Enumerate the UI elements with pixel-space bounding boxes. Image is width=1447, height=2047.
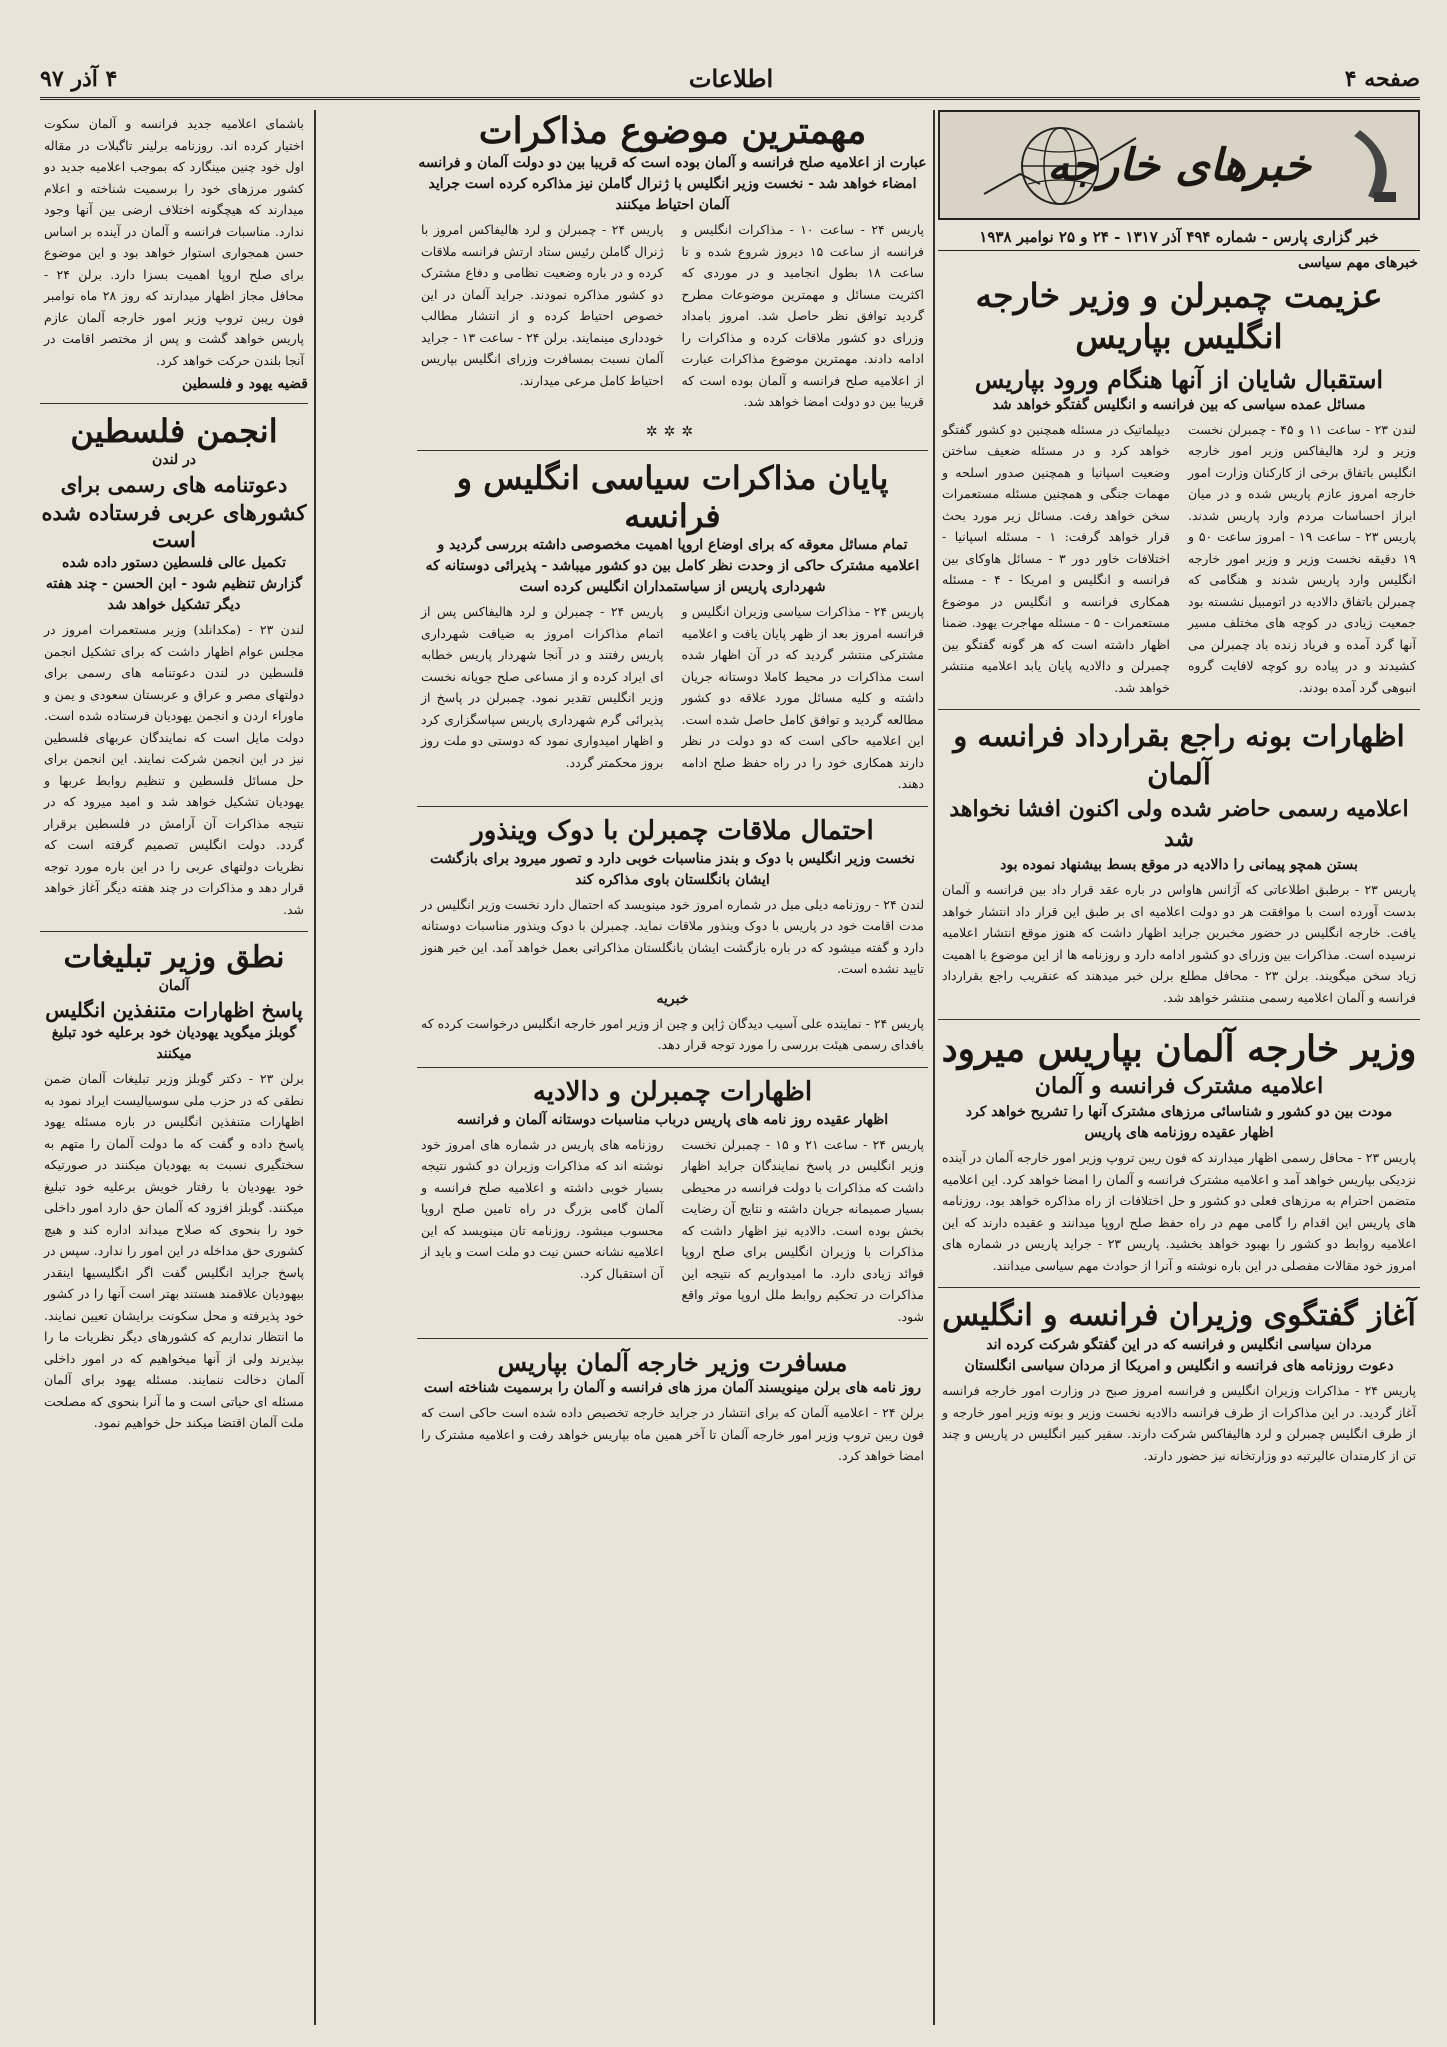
headline: اظهارات بونه راجع بقرارداد فرانسه و آلمان	[953, 719, 1405, 791]
agency-line: خبر گزاری پارس - شماره ۴۹۴ آذر ۱۳۱۷ - ۲۴ و ۲۵ نوامبر ۱۹۳۸	[938, 220, 1420, 251]
deck: روز نامه های برلن مینویسند آلمان مرز های فرانسه و آلمان را برسمیت شناخته است	[423, 1380, 922, 1397]
story-body: پاریس ۲۴ - مذاکرات وزیران انگلیس و فرانسه امروز صبح در وزارت امور خارجه فرانسه آغاز گردید. در این مذاکرات از طرف فرانسه دالادیه نخست وزیر و بونه وزیر امور خارجه و از طرف انگلیس چمبرلن و لرد هالیفاکس شرکت دارند. سفیر کبیر انگلیس در پاریس و چند تن از کارمندان عالیرتبه دو وزارتخانه نیز حضور دارند.	[942, 1383, 1416, 1463]
masthead-title: خبرهای خارجه	[1047, 139, 1311, 191]
deck: مودت بین دو کشور و شناسائی مرزهای مشترک آنها را تشریح خواهد کرد	[965, 1104, 1393, 1121]
body-column: روزنامه های پاریس در شماره های امروز خود نوشته اند که مذاکرات وزیران دو کشور نتیجه بسیار خوبی داشته و اعلامیه صلح فرانسه و آلمان گامی بزرگ در راه تامین صلح اروپا محسوب میشود. روزنامه تان مینویسد که این اعلامیه نشانه حسن نیت دو ملت است و باید از آن استقبال کرد.	[421, 1136, 664, 1281]
deck: تکمیل عالی فلسطین دستور داده شده گزارش تنظیم شود - ابن الحسن - چند هفته دیگر تشکیل خواهد شد	[45, 555, 303, 614]
deck: دعوت روزنامه های فرانسه و انگلیس و امریکا از مردان سیاسی انگلستان	[964, 1358, 1394, 1375]
headline: اظهارات چمبرلن و دالادیه	[532, 1076, 813, 1107]
story-chamberlain	[938, 275, 1420, 701]
divider	[938, 1287, 1420, 1288]
column-middle	[417, 110, 928, 1476]
story-germany-statement	[938, 718, 1420, 1011]
story-body: لندن ۲۳ - (مکدانلد) وزیر مستعمرات امروز در مجلس عوام اظهار داشت که برای تشکیل انجمن فلسطین در لندن دعوتنامه های رسمی برای دولتهای مصر و عراق و عربستان سعودی و یمن و ماوراء اردن و انجمن یهودیان فرستاده شده است. دولت مایل است که نمایندگان عربهای فلسطین نیز در این انجمن شرکت نمایند. این انجمن برای حل مسائل فلسطین و تنظیم روابط عربها و یهودیان تشکیل خواهد شد و امید میرود که در نتیجه مذاکرات آن آرامش در فلسطین برقرار گردد. دولت انگلیس تصمیم گرفته است که نظریات دولتهای عربی را در این باره مورد توجه قرار دهد و مذاکرات در چند هفته دیگر آغاز خواهد شد.	[44, 622, 305, 917]
subhead: اعلامیه مشترک فرانسه و آلمان	[1034, 1073, 1324, 1100]
story-short	[417, 989, 928, 1059]
headline: پایان مذاکرات سیاسی انگلیس و فرانسه	[456, 458, 889, 536]
story-windsor	[417, 815, 928, 983]
ornament: ✲✲✲	[645, 423, 700, 440]
story-body	[417, 1131, 928, 1331]
body-column: پاریس ۲۴ - ساعت ۱۰ - مذاکرات انگلیس و فرانسه از ساعت ۱۵ دیروز شروع شده و تا ساعت ۱۸ بطول انجامید و در موردی که اکثریت مسائل و مهمترین موضوعات مطرح گردید توافق نظر حاصل شد. امروز بامداد وزرای دو کشور ملاقات کرده و مذاکرات را ادامه دادند. مهمترین موضوع مذاکرات عبارت از اعلامیه صلح فرانسه و آلمان بوده است که قریبا بین دو دولت امضا خواهد شد.	[681, 222, 925, 410]
headline: آغاز گفتگوی وزیران فرانسه و انگلیس	[942, 1298, 1416, 1334]
deck: عبارت از اعلامیه صلح فرانسه و آلمان بوده است که قریبا بین دو دولت آلمان و فرانسه امضاء خواهد شد - نخست وزیر انگلیس با ژنرال گاملن نیز مذاکره کرده است جراید آلمان احتیاط میکنند	[418, 155, 927, 214]
running-head	[40, 60, 1420, 100]
story-body: برلن ۲۴ - اعلامیه آلمان که برای انتشار در جراید خارجه تخصیص داده شده است حاکی است که فون ریبن تروپ وزیر امور خارجه آلمان تا آخر همین ماه بپاریس خواهد رفت و اعلامیه مشترک را امضا خواهد کرد.	[421, 1405, 924, 1464]
story-travel	[417, 1347, 928, 1470]
story-body: پاریس ۲۴ - نماینده علی آسیب دیدگان ژاپن و چین از وزیر امور خارجه انگلیس درخواست کرده که بافدای رسمی هیئت بررسی را مورد توجه قرار دهد.	[421, 1015, 925, 1053]
deck: نخست وزیر انگلیس با دوک و بندز مناسبات خوبی دارد و تصور میرود برای بازگشت ایشان بانگلستان باوی مذاکره کند	[430, 850, 915, 888]
divider	[40, 931, 308, 932]
headline-secondary: پاسخ اظهارات متنفذین انگلیس	[45, 998, 303, 1023]
story-body	[417, 598, 928, 798]
body-column: پاریس ۲۴ - مذاکرات سیاسی وزیران انگلیس و فرانسه امروز بعد از ظهر پایان یافت و اعلامیه مشترکی منتشر گردید که در آن اظهار شده است مذاکرات در محیط کاملا دوستانه جریان داشته و کلیه مسائل مورد علاقه دو کشور مطالعه گردید و توافق کامل حاصل شده است. این اعلامیه حاکی است که دو دولت در نظر دارند همکاری خود را در راه حفظ صلح ادامه دهند.	[681, 604, 924, 792]
story-minister-paris	[938, 1028, 1420, 1279]
headline: عزیمت چمبرلن و وزیر خارجه انگلیس بپاریس	[975, 276, 1383, 357]
subhead: اعلامیه رسمی حاضر شده ولی اکنون افشا نخواهد شد	[949, 795, 1409, 853]
headline: مسافرت وزیر خارجه آلمان بپاریس	[497, 1348, 848, 1378]
deck: مسائل عمده سیاسی که بین فرانسه و انگلیس گفتگو خواهد شد	[992, 396, 1366, 413]
subhead: استقبال شایان از آنها هنگام ورود بپاریس	[974, 364, 1384, 394]
column-rule	[314, 110, 316, 2025]
section-kicker: خبرهای مهم سیاسی	[1298, 255, 1418, 271]
subhead: مردان سیاسی انگلیس و فرانسه که در این گفتگو شرکت کرده اند	[986, 1337, 1372, 1354]
divider	[938, 709, 1420, 710]
divider	[417, 450, 928, 451]
divider	[938, 1019, 1420, 1020]
story-body: برلن ۲۳ - دکتر گوبلز وزیر تبلیغات آلمان ضمن نطقی که در حزب ملی سوسیالیست ایراد نمود به اظهارات متنفذین انگلیس در باره مسئله یهود پاسخ داده و گفت که ما دولت آلمان را متهم به سختگیری نسبت به یهودیان میکنند در صورتیکه خود یهودیان با رفتار خویش برعلیه خود تبلیغ میکنند. گوبلز افزود که آلمان حق دارد امور داخلی خود را بنحوی که صلاح میداند اداره کند و هیچ کشوری حق مداخله در این امور را ندارد. سپس در پاسخ جراید انگلیس گفت اگر انگلیسیها اینقدر بیهودیان علاقمند هستند بهتر است آنها را در کشور خود پذیرفته و محل سکونت برایشان تعیین نمایند. ما انتظار نداریم که کشورهای دیگر نظریات ما را بپذیرند ولی از آنها میخواهیم که در امور داخلی آلمان دخالت ننمایند. مسئله یهود برای آلمان مسئله ای حیاتی است و ما آنرا بنحوی که مصلحت ملت آلمان اقتضا میکند حل خواهیم نمود.	[44, 1071, 304, 1431]
headline: انجمن فلسطین	[70, 412, 278, 450]
lead-tag: قضیه یهود و فلسطین	[182, 376, 308, 392]
deck: گوبلز میگوید یهودیان خود برعلیه خود تبلیغ میکنند	[51, 1025, 297, 1063]
deck-secondary: اظهار عقیده روزنامه های پاریس	[1084, 1125, 1274, 1142]
foreign-news-masthead	[938, 110, 1420, 220]
story-body: لندن ۲۴ - روزنامه دیلی میل در شماره امروز خود مینویسد که احتمال دارد نخست وزیر انگلیس در مدت اقامت خود در پاریس با دوک وینذور ملاقات نماید. چمبرلن با دوک وینذور مناسبات دوستانه دارد و گفته میشود که در باره بازگشت ایشان بانگلستان مذاکراتی بعمل خواهد آمد. این خبر هنوز تایید نشده است.	[421, 896, 924, 977]
headline: نطق وزیر تبلیغات	[63, 940, 285, 976]
issue-date: ۴ آذر ۹۷	[40, 65, 118, 92]
body-column: پاریس ۲۴ - چمبرلن و لرد هالیفاکس پس از اتمام مذاکرات امروز به ضیافت شهرداری پاریس رفتند و در آنجا شهردار پاریس خطابه ای ایراد کرده و از مساعی صلح جویانه نخست وزیر انگلیس تقدیر نمود. چمبرلن در پاسخ از پذیرائی گرم شهرداری پاریس سپاسگزاری کرد و اظهار امیدواری نمود که دوستی دو ملت روز بروز محکمتر گردد.	[421, 604, 664, 770]
story-body: پاریس ۲۳ - برطبق اطلاعاتی که آژانس هاواس در باره عقد قرار داد بین فرانسه و آلمان بدست آورده است با موافقت هر دو دولت اعلامیه ای بر طبق این قرار داد انتشار خواهد یافت. خارجه انگلیس در حضور مخبرین جراید اظهار داشت که هنوز موقع انتشار اعلامیه نرسیده است. مذاکرات بین وزرای دو کشور ادامه دارد و روزنامه ها از این موضوع با اهمیت زیاد سخن میگویند. برلن ۲۳ - محافل مطلع برلن خبر میدهند که عنقریب راجع بقرارداد فرانسه و آلمان اعلامیه رسمی منتشر خواهد شد.	[942, 882, 1416, 1005]
subhead: آلمان	[158, 978, 190, 995]
deck: تمام مسائل معوقه که برای اوضاع اروپا اهمیت مخصوصی داشته بررسی گردید و اعلامیه مشترک حاکی از وحدت نظر کامل بین دو کشور میباشد - پذیرائی دوستانه که شهرداری پاریس از سیاستمداران انگلیس کرده است	[425, 537, 920, 596]
story-palestine	[40, 110, 308, 923]
story-end-talks	[417, 459, 928, 798]
deck: اظهار عقیده روز نامه های پاریس درباب مناسبات دوستانه آلمان و فرانسه	[456, 1111, 889, 1128]
body-column: پاریس ۲۴ - چمبرلن و لرد هالیفاکس امروز با ژنرال گاملن رئیس ستاد ارتش فرانسه ملاقات کرده و در باره وضعیت نظامی و دفاع مشترک دو کشور مذاکره نمودند. جراید آلمان در این خصوص احتیاط کرده و از انتشار مطالب خودداری مینمایند. برلن ۲۴ - ساعت ۱۳ - جراید آلمان نسبت بمسافرت وزرای انگلیس بپاریس احتیاط کامل مرعی میدارند.	[421, 222, 664, 388]
page-number: صفحه ۴	[1344, 65, 1420, 92]
story-body	[417, 216, 928, 416]
kicker: خبریه	[656, 990, 689, 1007]
headline: وزیر خارجه آلمان بپاریس میرود	[941, 1028, 1417, 1071]
globe-icon	[980, 124, 1140, 208]
body-column: دیپلماتیک در مسئله همچنین دو کشور گفتگو خواهد کرد و در مسئله ضعیف ساختن وضعیت اسپانیا و همچنین صدور اسلحه و مهمات جنگی و همچنین مسئله مستعمرات سخن خواهد رفت. مسائل زیر مورد بحث قرار خواهد گرفت: ۱ - مسئله اسپانیا - اختلافات خاور دور ۳ - مسائل هاوکای بین فرانسه و انگلیس و امریکا - ۴ - مسئله همکاری فرانسه و انگلیس در موضوع مستعمرات - ۵ - مسئله مهاجرت یهود. ضمنا اظهار داشته است که هر گونه گفتگو بین چمبرلن و دالادیه پایان یابد اعلامیه منتشر خواهد شد.	[942, 421, 1171, 695]
deck: بستن همچو پیمانی را دالادیه در موقع بسط بیشنهاد نموده بود	[1000, 857, 1358, 874]
headline: احتمال ملاقات چمبرلن با دوک وینذور	[471, 815, 874, 846]
story-body	[938, 416, 1420, 702]
story-talks-begin	[938, 1296, 1420, 1469]
body-column: پاریس ۲۴ - ساعت ۲۱ و ۱۵ - چمبرلن نخست وزیر انگلیس در پاسخ نمایندگان جراید اظهار داشت که مذاکرات با دولت فرانسه در محیطی بسیار صمیمانه جریان داشته و نتایج آن رضایت بخش بوده است. دالادیه نیز اظهار داشت که مذاکرات با وزیران انگلیس برای صلح اروپا فوائد زیادی دارد. ما امیدواریم که نتیجه این مذاکرات در تحکیم روابط ملل اروپا موثر واقع شود.	[681, 1136, 924, 1324]
story-body: پاریس ۲۳ - محافل رسمی اظهار میدارند که فون ریبن تروپ وزیر امور خارجه آلمان در آینده نزدیکی بپاریس خواهد آمد و اعلامیه مشترک فرانسه و آلمان را امضا خواهد کرد. این اعلامیه متضمن احترام به مرزهای فعلی دو کشور و حل اختلافات از راه مذاکره خواهد بود. روزنامه های پاریس این اقدام را گامی مهم در راه حفظ صلح اروپا میدانند و عقیده دارند که این اعلامیه روابط دو کشور را بهبود خواهد بخشید. پاریس ۲۳ - جراید پاریس در شماره های امروز خود مقالات مفصلی در این باره نوشته و آنرا از حوادث مهم سیاسی میدانند.	[942, 1150, 1416, 1273]
newspaper-name: اطلاعات	[688, 64, 774, 93]
story-speech	[40, 940, 308, 1437]
lead-text: باشمای اعلامیه جدید فرانسه و آلمان سکوت اختیار کرده اند. روزنامه برلینر تاگبلات در مقاله اول خود چنین مینگارد که بموجب اعلامیه جدید دو کشور مرزهای خود را برسمیت شناخته و اعلام میدارند که هیچگونه اختلاف ارضی بین آنها وجود ندارد. مناسبات فرانسه و آلمان در آینده بر اساس حسن همجواری استوار خواهد بود و این موضوع برای صلح اروپا اهمیت بسزا دارد. برلن ۲۴ - محافل مجاز اظهار میدارند که روز ۲۸ ماه نوامبر فون ریبن تروپ وزیر امور خارجه آلمان عازم پاریس خواهد گشت و پس از مختصر اقامت در آنجا بلندن حرکت خواهد کرد.	[44, 116, 304, 368]
headline-secondary: دعوتنامه های رسمی برای کشورهای عربی فرستاده شده است	[41, 472, 307, 552]
headline: مهمترین موضوع مذاکرات	[478, 110, 867, 152]
subhead: در لندن	[152, 452, 196, 469]
divider	[40, 403, 308, 404]
body-column: لندن ۲۳ - ساعت ۱۱ و ۴۵ - چمبرلن نخست وزیر و لرد هالیفاکس وزیر امور خارجه انگلیس باتفاق برخی از کارکنان وزارت امور خارجه امروز عازم پاریس شده و در میان ابراز احساسات مردم وارد پاریس شدند. پاریس ۲۳ - ساعت ۱۹ - امروز ساعت ۵۰ و ۱۹ دقیقه نخست وزیر و وزیر امور خارجه انگلیس وارد پاریس شدند و هنگامی که چمبرلن باتفاق دالادیه در اتومبیل نشسته بود جمعیت زیادی در کوچه های مختلف مسیر آنها گرد آمده و فریاد زنده باد چمبرلن می کشیدند و در پیاده رو کوچه لافایت گروه انبوهی گرد آمده بودند.	[1188, 421, 1416, 695]
column-left	[40, 110, 308, 1443]
divider	[417, 1067, 928, 1068]
gramophone-icon	[1348, 126, 1408, 206]
column-rule	[933, 110, 935, 2025]
story-daladier	[417, 1076, 928, 1330]
story-main-topic	[417, 110, 928, 416]
divider	[417, 806, 928, 807]
divider	[417, 1338, 928, 1339]
column-right	[938, 110, 1420, 1475]
